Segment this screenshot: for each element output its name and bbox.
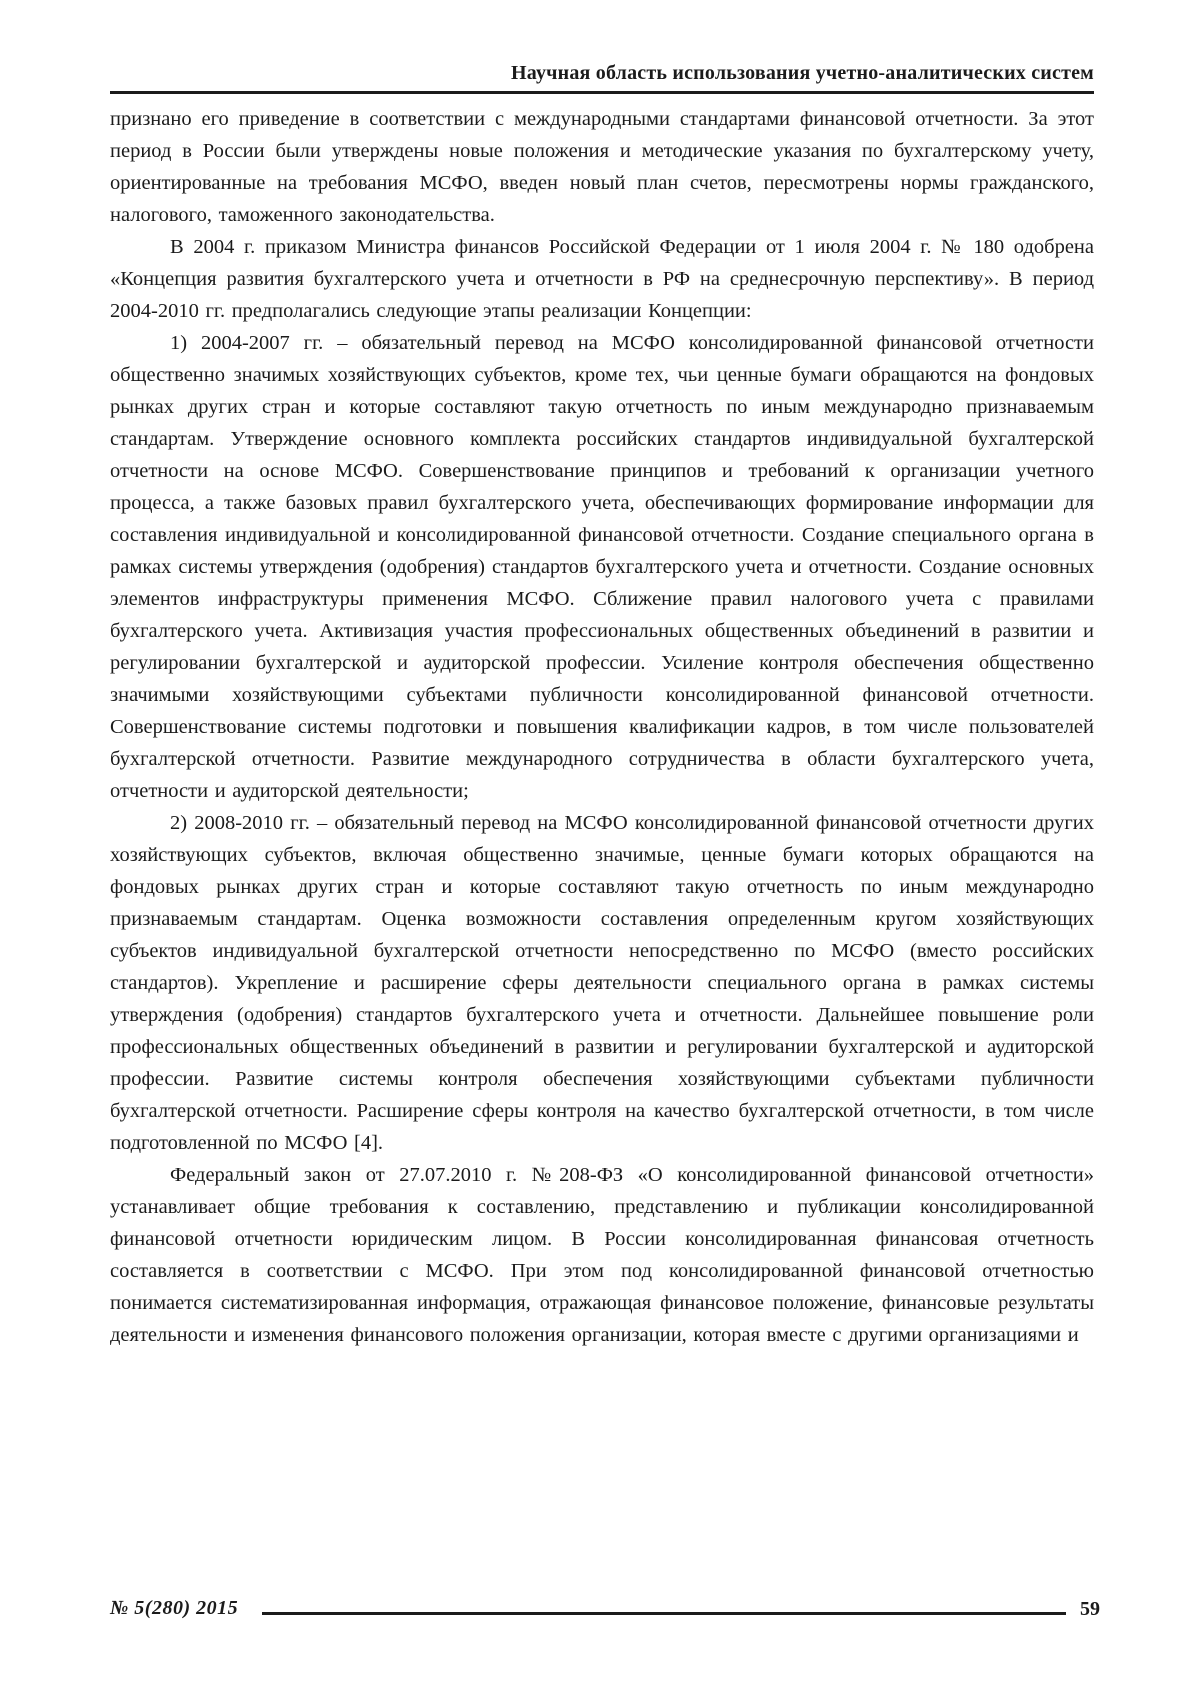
paragraph-concept-2004: В 2004 г. приказом Министра финансов Российской Федерации от 1 июля 2004 г. № 180 одобрена «Концепция развития бухгалтерского учета и отчетности в РФ на среднесрочную перспективу». В период 2004-2010 гг. предполагались следующие этапы реализации Концепции: (110, 236, 1094, 322)
running-header (110, 60, 1094, 94)
issue-label: № 5(280) 2015 (110, 1597, 239, 1619)
page-footer (110, 1596, 1100, 1621)
paragraph-federal-law-208: Федеральный закон от 27.07.2010 г. №208-ФЗ «О консолидированной финансовой отчетности» устанавливает общие требования к составлению, представлению и публикации консолидированной финансовой отчетности юридическим лицом. В России консолидированная финансовая отчетность составляется в соответствии с МСФО. При этом под консолидированной финансовой отчетностью понимается систематизированная информация, отражающая финансовое положение, финансовые результаты деятельности и изменения финансового положения организации, которая вместе с другими организациями и (110, 1164, 1094, 1346)
running-header-title: Научная область использования учетно-аналитических систем (511, 62, 1094, 84)
page-number: 59 (1080, 1598, 1100, 1620)
footer-rule (262, 1612, 1066, 1615)
paragraph-continuation: признано его приведение в соответствии с международными стандартами финансовой отчетности. За этот период в России были утверждены новые положения и методические указания по бухгалтерскому учету, ориентированные на требования МСФО, введен новый план счетов, пересмотрены нормы гражданского, налогового, таможенного законодательства. (110, 108, 1094, 226)
paragraph-stage-2-2008-2010: 2) 2008-2010 гг. – обязательный перевод на МСФО консолидированной финансовой отчетности других хозяйствующих субъектов, включая общественно значимые, ценные бумаги которых обращаются на фондовых рынках других стран и которые составляют такую отчетность по иным международно признаваемым стандартам. Оценка возможности составления определенным кругом хозяйствующих субъектов индивидуальной бухгалтерской отчетности непосредственно по МСФО (вместо российских стандартов). Укрепление и расширение сферы деятельности специального органа в рамках системы утверждения (одобрения) стандартов бухгалтерского учета и отчетности. Дальнейшее повышение роли профессиональных общественных объединений в развитии и регулировании бухгалтерской и аудиторской профессии. Развитие системы контроля обеспечения хозяйствующими субъектами публичности бухгалтерской отчетности. Расширение сферы контроля на качество бухгалтерской отчетности, в том числе подготовленной по МСФО [4]. (110, 812, 1094, 1154)
article-body (110, 103, 1094, 1351)
paragraph-stage-1-2004-2007: 1) 2004-2007 гг. – обязательный перевод на МСФО консолидированной финансовой отчетности общественно значимых хозяйствующих субъектов, кроме тех, чьи ценные бумаги обращаются на фондовых рынках других стран и которые составляют такую отчетность по иным международно признаваемым стандартам. Утверждение основного комплекта российских стандартов индивидуальной бухгалтерской отчетности на основе МСФО. Совершенствование принципов и требований к организации учетного процесса, а также базовых правил бухгалтерского учета, обеспечивающих формирование информации для составления индивидуальной и консолидированной финансовой отчетности. Создание специального органа в рамках системы утверждения (одобрения) стандартов бухгалтерского учета и отчетности. Создание основных элементов инфраструктуры применения МСФО. Сближение правил налогового учета с правилами бухгалтерского учета. Активизация участия профессиональных общественных объединений в развитии и регулировании бухгалтерской и аудиторской профессии. Усиление контроля обеспечения общественно значимыми хозяйствующими субъектами публичности консолидированной финансовой отчетности. Совершенствование системы подготовки и повышения квалификации кадров, в том числе пользователей бухгалтерской отчетности. Развитие международного сотрудничества в области бухгалтерского учета, отчетности и аудиторской деятельности; (110, 332, 1094, 802)
